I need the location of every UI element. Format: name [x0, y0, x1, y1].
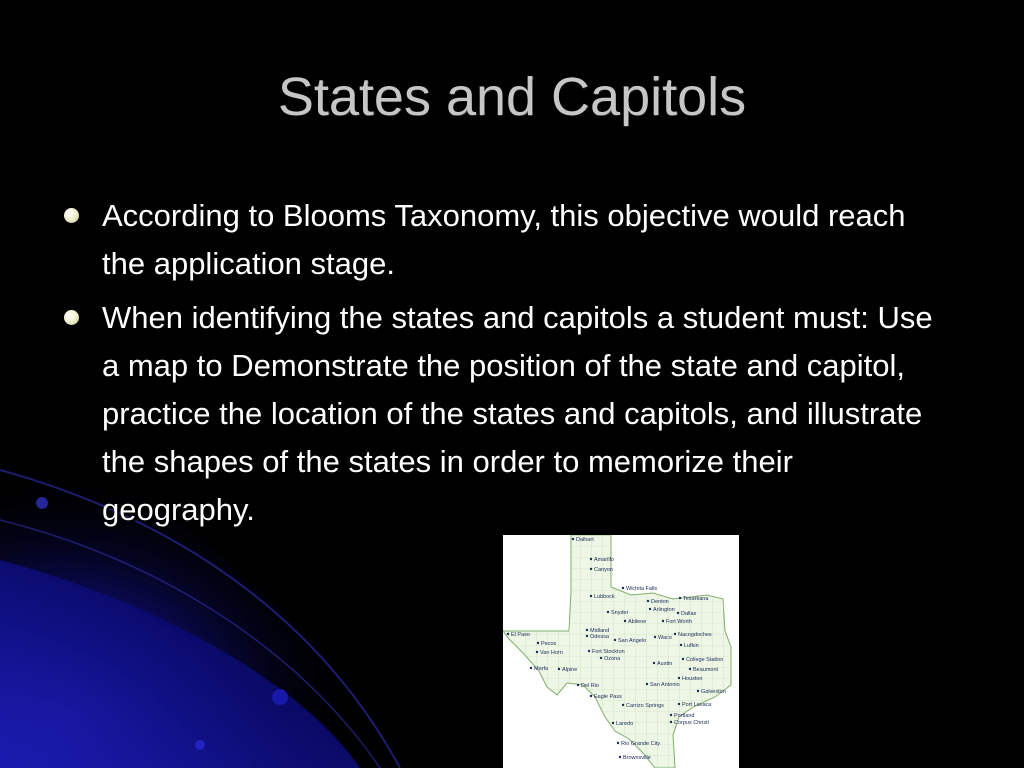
city-dot [536, 651, 538, 653]
bullet-list [62, 192, 952, 540]
city-dot [530, 667, 532, 669]
city-dot [646, 683, 648, 685]
bullet-item [62, 192, 952, 288]
bullet-text: According to Blooms Taxonomy, this objective would reach the application stage. [102, 198, 906, 281]
city-label: Texarkana [683, 596, 709, 602]
bullet-item [62, 294, 952, 534]
city-dot [572, 538, 574, 540]
bullet-text: When identifying the states and capitols a student must: Use a map to Demonstrate the position of the state and capitol, practice the location of the states and capitols, and illustrate the shapes of the states in order to memorize their geography. [102, 300, 933, 527]
city-label: Del Rio [581, 683, 600, 689]
city-dot [588, 650, 590, 652]
city-label: Lufkin [684, 643, 699, 649]
city-dot [670, 721, 672, 723]
city-label: Houston [682, 676, 703, 682]
city-label: Van Horn [540, 650, 563, 656]
city-dot [624, 620, 626, 622]
city-dot [590, 595, 592, 597]
city-label: Wichita Falls [626, 586, 658, 592]
city-label: Waco [658, 635, 672, 641]
city-dot [662, 620, 664, 622]
city-label: Brownsville [623, 755, 651, 761]
city-label: Alpine [562, 667, 578, 673]
city-dot [586, 629, 588, 631]
city-dot [537, 642, 539, 644]
texas-map-image [503, 535, 739, 768]
city-label: Galveston [701, 689, 726, 695]
city-dot [558, 668, 560, 670]
city-dot [600, 657, 602, 659]
city-label: Carrizo Springs [626, 703, 664, 709]
city-dot [590, 568, 592, 570]
city-label: Rio Grande City [621, 741, 661, 747]
city-dot [607, 611, 609, 613]
city-label: Midland [590, 628, 610, 634]
city-label: Beaumont [693, 667, 719, 673]
city-label: Fort Worth [666, 619, 692, 625]
city-label: Snyder [611, 610, 629, 616]
city-dot [507, 633, 509, 635]
city-dot [647, 600, 649, 602]
city-dot [697, 690, 699, 692]
city-label: Nacogdoches [678, 632, 712, 638]
city-dot [674, 633, 676, 635]
bullet-dot-icon [64, 208, 79, 223]
city-label: Dalhart [576, 537, 594, 543]
city-label: Austin [657, 661, 673, 667]
city-label: Dallas [681, 611, 697, 617]
city-label: Amarillo [594, 557, 614, 563]
city-dot [586, 635, 588, 637]
city-dot [679, 597, 681, 599]
city-dot [617, 742, 619, 744]
city-dot [649, 608, 651, 610]
city-dot [614, 639, 616, 641]
city-dot [677, 612, 679, 614]
city-dot [689, 668, 691, 670]
city-label: Eagle Pass [594, 694, 622, 700]
city-dot [682, 658, 684, 660]
slide-title: States and Capitols [277, 67, 747, 127]
city-dot [678, 703, 680, 705]
city-dot [654, 636, 656, 638]
city-label: Fort Stockton [592, 649, 625, 655]
city-dot [612, 722, 614, 724]
bullet-dot-icon [64, 310, 79, 325]
city-dot [590, 558, 592, 560]
city-label: Portland [674, 713, 695, 719]
city-label: College Station [686, 657, 724, 663]
city-label: Arlington [653, 607, 675, 613]
city-label: Corpus Christi [674, 720, 709, 726]
city-label: Marfa [534, 666, 549, 672]
city-label: Laredo [616, 721, 634, 727]
city-dot [577, 684, 579, 686]
city-label: El Paso [511, 632, 530, 638]
city-label: San Angelo [618, 638, 647, 644]
city-dot [619, 756, 621, 758]
city-label: Canyon [594, 567, 613, 573]
city-dot [680, 644, 682, 646]
city-label: Lubbock [594, 594, 615, 600]
city-dot [590, 695, 592, 697]
city-label: Ozona [604, 656, 621, 662]
city-label: Port Lavaca [682, 702, 712, 708]
city-dot [670, 714, 672, 716]
city-dot [622, 704, 624, 706]
city-label: Pecos [541, 641, 557, 647]
city-dot [622, 587, 624, 589]
city-label: Denton [651, 599, 669, 605]
texas-map [503, 535, 739, 768]
city-dot [678, 677, 680, 679]
city-label: Odessa [590, 634, 609, 640]
city-label: Abilene [628, 619, 647, 625]
city-label: San Antonio [650, 682, 680, 688]
city-dot [653, 662, 655, 664]
